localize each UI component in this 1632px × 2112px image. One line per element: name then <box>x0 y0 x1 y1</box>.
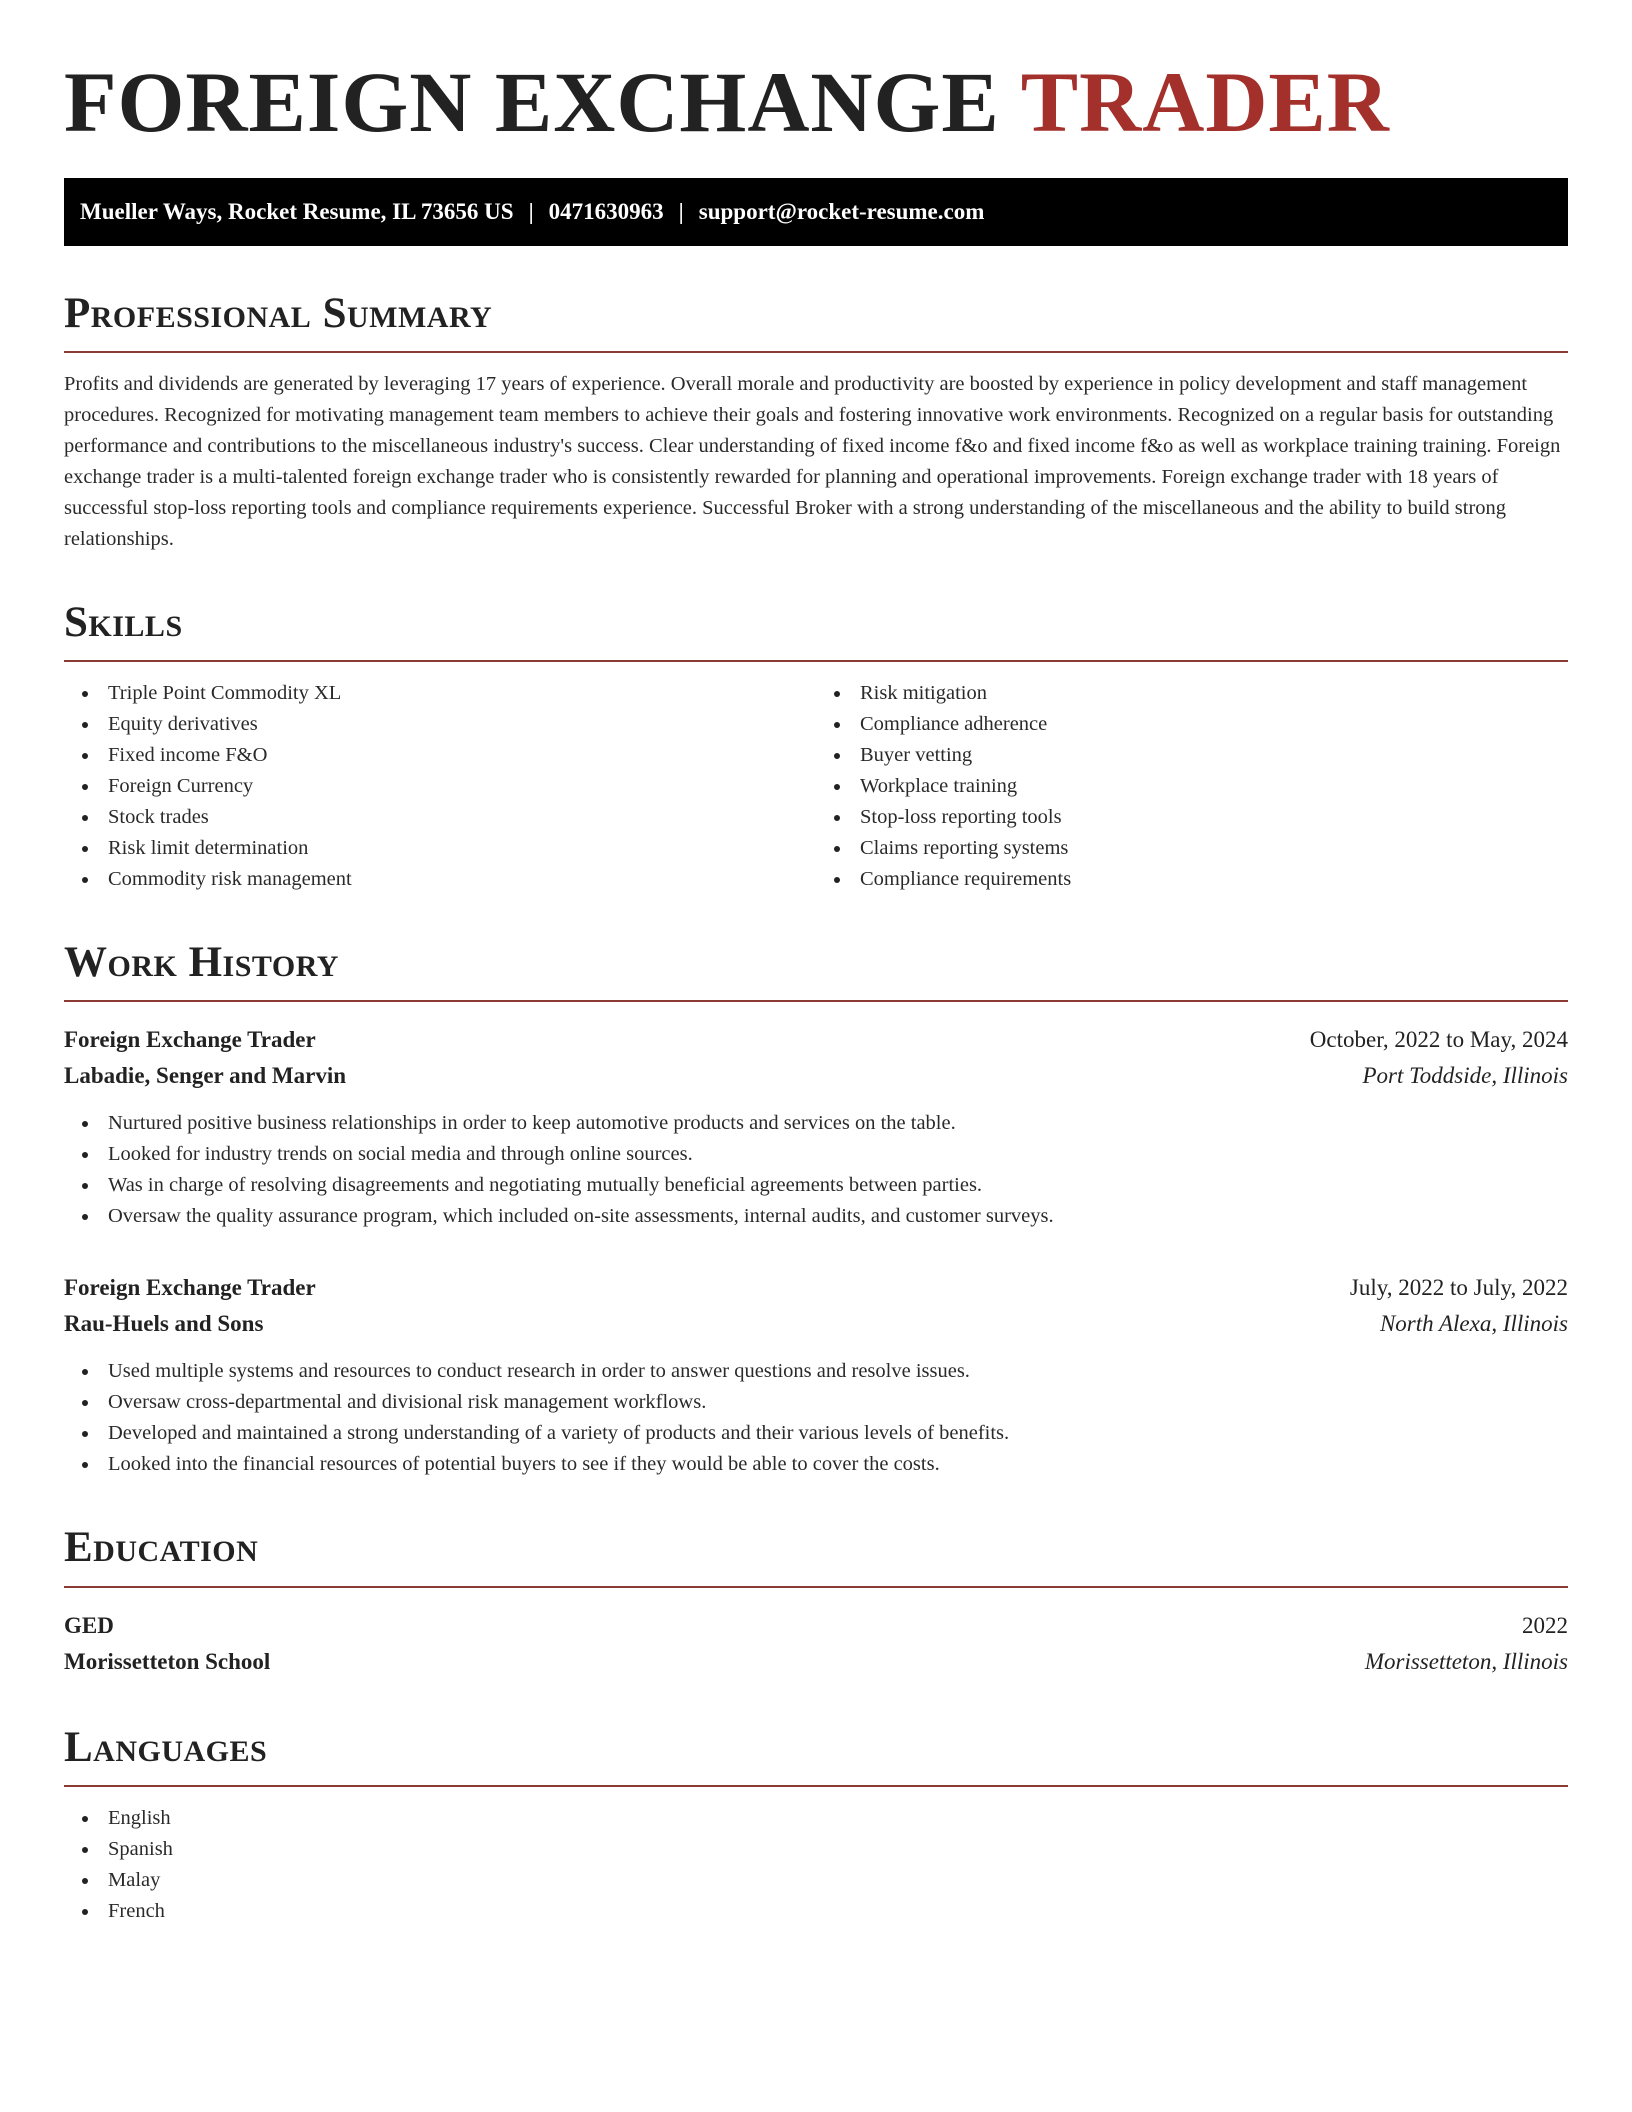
contact-bar <box>64 178 1568 246</box>
contact-email: support@rocket-resume.com <box>698 198 985 224</box>
job-dates: July, 2022 to July, 2022 <box>1349 1275 1568 1301</box>
job-bullet: Used multiple systems and resources to conduct research in order to answer questions and resolve issues. <box>64 1356 1568 1387</box>
job-title: Foreign Exchange Trader <box>64 1027 316 1053</box>
skill-item: Risk mitigation <box>816 678 1568 709</box>
education-school: Morissetteton School <box>64 1648 271 1674</box>
language-item: Spanish <box>64 1834 1568 1865</box>
skills-list-left <box>64 678 816 895</box>
contact-phone: 0471630963 <box>548 198 664 224</box>
work-history-section <box>64 939 1568 1480</box>
education-heading: Education <box>64 1524 1568 1587</box>
job-title: Foreign Exchange Trader <box>64 1275 316 1301</box>
skill-item: Stock trades <box>64 802 816 833</box>
skill-item: Compliance requirements <box>816 864 1568 895</box>
skill-item: Stop-loss reporting tools <box>816 802 1568 833</box>
skill-item: Risk limit determination <box>64 833 816 864</box>
skill-item: Compliance adherence <box>816 709 1568 740</box>
job-bullet: Was in charge of resolving disagreements and negotiating mutually beneficial agreements between parties. <box>64 1170 1568 1201</box>
education-entry <box>64 1608 1568 1680</box>
skill-item: Workplace training <box>816 771 1568 802</box>
education-school-row <box>64 1644 1568 1680</box>
job-entry <box>64 1022 1568 1232</box>
title-accent: TRADER <box>1020 54 1390 150</box>
job-location: North Alexa, Illinois <box>1379 1311 1568 1337</box>
skills-section <box>64 599 1568 895</box>
summary-text: Profits and dividends are generated by leveraging 17 years of experience. Overall morale and productivity are boosted by experience in policy development and staff management procedures. Recognized for motivating management team members to achieve their goals and fostering innovative work environments. Recognized on a regular basis for outstanding performance and contributions to the miscellaneous industry's success. Clear understanding of fixed income f&o and fixed income f&o as well as workplace training training. Foreign exchange trader is a multi-talented foreign exchange trader who is consistently rewarded for planning and operational improvements. Foreign exchange trader with 18 years of successful stop-loss reporting tools and compliance requirements experience. Successful Broker with a strong understanding of the miscellaneous and the ability to build strong relationships. <box>64 372 1561 550</box>
skill-item: Claims reporting systems <box>816 833 1568 864</box>
skill-item: Fixed income F&O <box>64 740 816 771</box>
contact-separator: | <box>528 198 534 224</box>
skill-item: Buyer vetting <box>816 740 1568 771</box>
title-main: FOREIGN EXCHANGE <box>64 54 1000 150</box>
skill-item: Equity derivatives <box>64 709 816 740</box>
language-item: Malay <box>64 1865 1568 1896</box>
languages-heading: Languages <box>64 1724 1568 1787</box>
job-title-row <box>64 1270 1568 1306</box>
summary-heading: Professional Summary <box>64 290 1568 353</box>
education-location: Morissetteton, Illinois <box>1364 1648 1568 1674</box>
languages-list <box>64 1803 1568 1927</box>
skill-item: Commodity risk management <box>64 864 816 895</box>
education-degree-row <box>64 1608 1568 1644</box>
contact-separator: | <box>678 198 684 224</box>
resume-title <box>64 55 1568 150</box>
work-history-heading: Work History <box>64 939 1568 1002</box>
summary-section <box>64 290 1568 555</box>
languages-section <box>64 1724 1568 1927</box>
language-item: French <box>64 1896 1568 1927</box>
job-company: Labadie, Senger and Marvin <box>64 1063 346 1089</box>
language-item: English <box>64 1803 1568 1834</box>
job-dates: October, 2022 to May, 2024 <box>1309 1027 1568 1053</box>
job-bullet: Developed and maintained a strong understanding of a variety of products and their various levels of benefits. <box>64 1418 1568 1449</box>
skills-list-right <box>816 678 1568 895</box>
education-section <box>64 1524 1568 1679</box>
job-title-row <box>64 1022 1568 1058</box>
contact-address: Mueller Ways, Rocket Resume, IL 73656 US <box>80 198 514 224</box>
job-bullets <box>64 1108 1568 1232</box>
job-bullet: Oversaw the quality assurance program, which included on-site assessments, internal audits, and customer surveys. <box>64 1201 1568 1232</box>
skills-grid <box>64 678 1568 895</box>
job-bullet: Oversaw cross-departmental and divisional risk management workflows. <box>64 1387 1568 1418</box>
job-company: Rau-Huels and Sons <box>64 1311 264 1337</box>
job-location: Port Toddside, Illinois <box>1362 1063 1568 1089</box>
job-bullets <box>64 1356 1568 1480</box>
skill-item: Foreign Currency <box>64 771 816 802</box>
job-bullet: Looked into the financial resources of potential buyers to see if they would be able to cover the costs. <box>64 1449 1568 1480</box>
job-company-row <box>64 1306 1568 1342</box>
skills-heading: Skills <box>64 599 1568 662</box>
education-degree: GED <box>64 1612 114 1638</box>
job-entry <box>64 1270 1568 1480</box>
education-year: 2022 <box>1522 1612 1568 1638</box>
job-company-row <box>64 1058 1568 1094</box>
job-bullet: Looked for industry trends on social media and through online sources. <box>64 1139 1568 1170</box>
job-bullet: Nurtured positive business relationships in order to keep automotive products and services on the table. <box>64 1108 1568 1139</box>
skill-item: Triple Point Commodity XL <box>64 678 816 709</box>
